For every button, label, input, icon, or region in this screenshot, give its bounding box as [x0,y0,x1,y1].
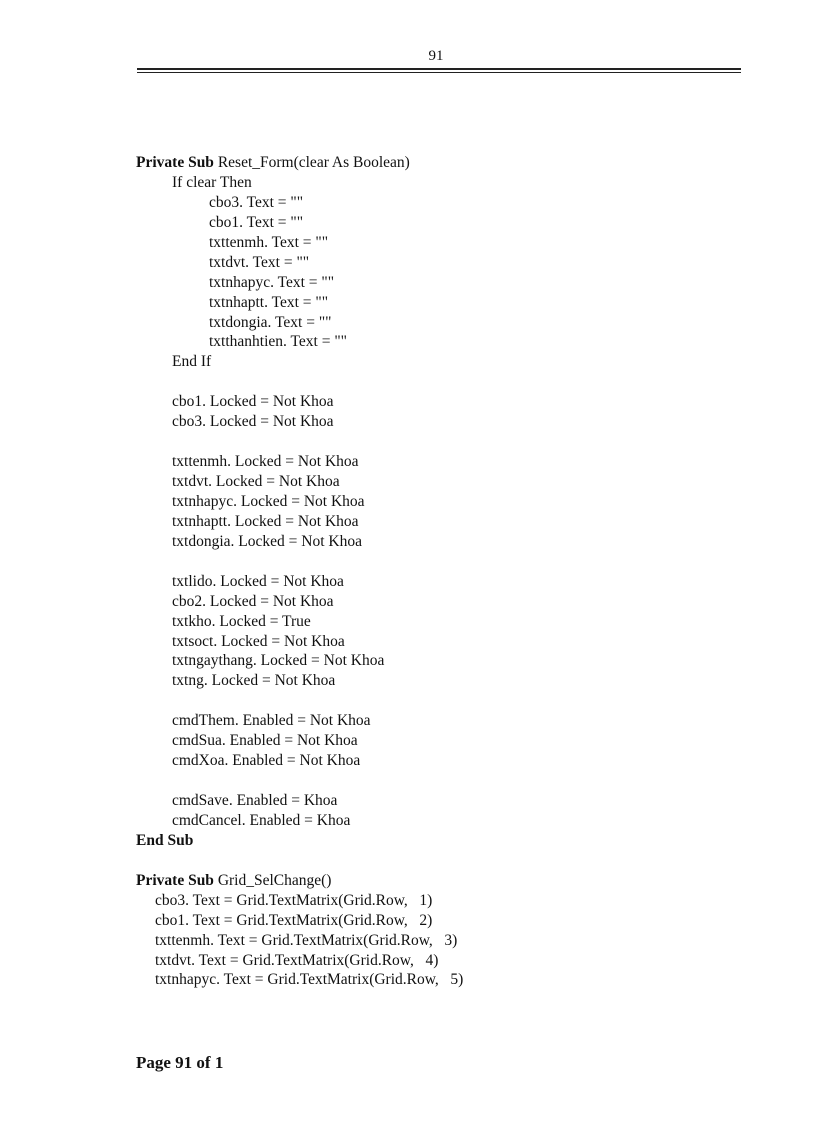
code-line: cbo3. Text = "" [209,193,304,211]
grid-selchange-signature [136,871,756,891]
code-line: cmdSua. Enabled = Not Khoa [172,732,358,750]
end-if-line: End If [172,353,212,371]
blank-line [136,771,756,791]
end-sub-line: End Sub [136,831,194,849]
if-line: If clear Then [172,173,252,191]
header-rule-thin [137,72,741,73]
code-line: txtngaythang. Locked = Not Khoa [172,652,385,670]
page-number: 91 [428,48,444,64]
code-line: cmdThem. Enabled = Not Khoa [172,712,371,730]
code-line: txtdongia. Text = "" [209,313,332,331]
code-line: txtlido. Locked = Not Khoa [172,572,344,590]
code-line: txttenmh. Text = Grid.TextMatrix(Grid.Row, 3) [155,931,458,949]
keyword-private-sub: Private Sub [136,871,214,889]
blank-line [136,432,756,452]
code-line: cbo1. Locked = Not Khoa [172,393,334,411]
code-line: cbo1. Text = Grid.TextMatrix(Grid.Row, 2) [155,911,433,929]
code-line: cbo3. Text = Grid.TextMatrix(Grid.Row, 1) [155,891,433,909]
code-line: txtnhapyc. Text = Grid.TextMatrix(Grid.Row, 5) [155,971,464,989]
reset-form-signature [136,153,756,173]
blank-line [136,552,756,572]
code-line: txtdvt. Text = Grid.TextMatrix(Grid.Row, 4) [155,951,439,969]
signature-text: Grid_SelChange() [217,871,332,889]
code-line: txtdvt. Locked = Not Khoa [172,473,340,490]
blank-line [136,372,756,392]
code-line: cbo2. Locked = Not Khoa [172,592,334,610]
blank-line [136,691,756,711]
code-line: cmdXoa. Enabled = Not Khoa [172,752,361,770]
code-line: txtsoct. Locked = Not Khoa [172,632,345,650]
code-line: txtng. Locked = Not Khoa [172,672,336,690]
header-rule-thick [137,68,741,70]
page-footer: Page 91 of 1 [136,1053,224,1072]
code-line: txtnhaptt. Text = "" [209,293,329,311]
code-line: cmdSave. Enabled = Khoa [172,792,338,809]
code-line: txttenmh. Locked = Not Khoa [172,453,359,471]
blank-line [136,851,756,871]
code-line: txtdvt. Text = "" [209,253,310,271]
code-line: txtkho. Locked = True [172,612,311,630]
code-line: txtnhapyc. Locked = Not Khoa [172,492,365,510]
code-line: txttenmh. Text = "" [209,233,329,251]
code-line: cbo3. Locked = Not Khoa [172,413,334,431]
code-line: cbo1. Text = "" [209,213,304,231]
keyword-private-sub: Private Sub [136,154,214,171]
code-line: txtthanhtien. Text = "" [209,333,347,351]
code-line: txtnhapyc. Text = "" [209,273,335,291]
code-line: txtdongia. Locked = Not Khoa [172,532,362,550]
code-line: cmdCancel. Enabled = Khoa [172,811,351,829]
code-listing [136,153,756,990]
code-line: txtnhaptt. Locked = Not Khoa [172,512,359,530]
signature-text: Reset_Form(clear As Boolean) [217,154,410,171]
